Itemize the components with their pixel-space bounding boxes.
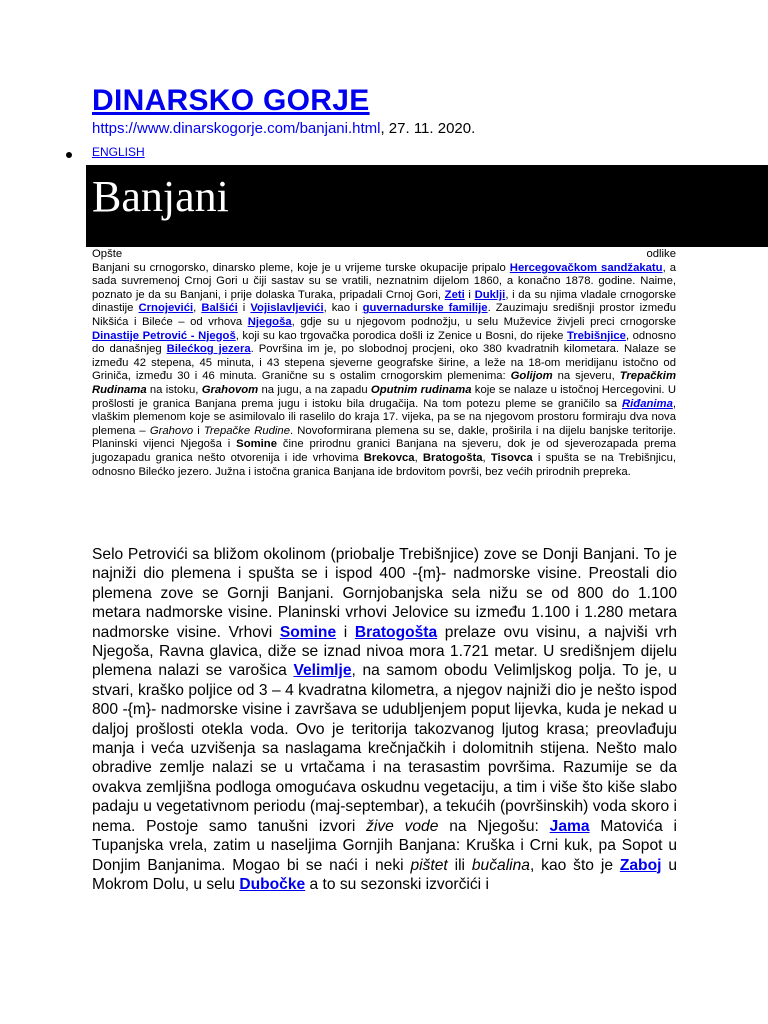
text-segment: prelaze ovu visinu, a najviši vrh Njegoša, Ravna glavica, diže se iznad nivoa mora 1.721 metar. U središnjem dijelu plemena nalazi se varošica	[92, 623, 677, 680]
link-zaboj[interactable]: Zaboj	[619, 856, 662, 874]
bold-bratogosta: Bratogošta	[422, 451, 483, 464]
text-segment: ,	[193, 302, 202, 315]
text-segment: ,	[482, 451, 491, 464]
bold-italic-trepackim-rudinama: Trepačkim Rudinama	[92, 370, 676, 396]
text-segment: i	[193, 424, 204, 437]
text-segment: , kao i	[323, 302, 363, 315]
summary-heading-left: Opšte	[92, 248, 123, 260]
text-segment: , odnosno do današnjeg	[92, 329, 676, 356]
text-segment: i	[237, 302, 251, 315]
link-jama[interactable]: Jama	[549, 817, 590, 835]
text-segment: . Novoformirana plemena su se, dakle, proširila i na dijelu banjske teritorije. Planinski vijenci Njegoša i	[92, 424, 676, 451]
page-title: Banjani	[92, 172, 229, 221]
text-segment: , gdje su u njegovom podnožju, u selu Muževice živjeli preci crnogorske	[291, 315, 676, 328]
text-segment: i spušta se na Trebišnjicu, odnosno Bilećko jezero. Južna i istočna granica Banjana ide brdovitom površi, bez većih prirodnih prepreka.	[92, 451, 676, 478]
source-line	[92, 120, 475, 137]
text-segment: a to su sezonski izvorčići i	[305, 875, 489, 893]
text-segment: Selo Petrovići sa bližom okolinom (priobalje Trebišnjice) zove se Donji Banjani. To je najniži dio plemena i spušta se i ispod 400 -{m}- nadmorske visine. Preostali dio plemena zove se Gornji Banjani. Gornjobanjska sela nižu se od 800 do 1.100 metara nadmorske visine. Planinski vrhovi Jelovice su između 1.100 i 1.280 metara nadmorske visine. Vrhovi	[92, 546, 677, 641]
italic-grahovo: Grahovo	[149, 424, 194, 437]
text-segment: na Njegošu:	[438, 817, 550, 835]
bold-italic-grahovom: Grahovom	[201, 383, 259, 396]
text-segment: , kao što je	[529, 856, 620, 874]
link-njegosa[interactable]: Njegoša	[247, 315, 292, 328]
text-segment: Banjani su crnogorsko, dinarsko pleme, koje je u vrijeme turske okupacije pripalo	[92, 261, 510, 274]
summary-heading	[92, 248, 676, 262]
text-segment: čine prirodnu granici Banjana na sjeveru, dok je od sjeverozapada prema jugozapadu granica nešto otvorenija i ide vrhovima	[92, 438, 676, 464]
link-guvernadurske-familije[interactable]: guvernadurske familije	[362, 302, 488, 315]
text-segment: i	[336, 623, 355, 641]
text-segment: na istoku,	[146, 383, 202, 396]
english-language-link[interactable]: ENGLISH	[92, 145, 145, 159]
link-duklji[interactable]: Duklji	[474, 288, 506, 301]
link-balsici[interactable]: Balšići	[201, 302, 238, 315]
text-segment: , koji su kao trgovačka porodica došli iz Zenice u Bosni, do rijeke	[235, 329, 567, 342]
body-paragraph	[92, 545, 677, 894]
bold-brekovca: Brekovca	[363, 451, 415, 464]
link-hercegovackom-sandzakatu[interactable]: Hercegovačkom sandžakatu	[509, 261, 663, 274]
summary-paragraph	[92, 262, 676, 480]
link-ridanima[interactable]: Riđanima	[622, 397, 673, 410]
text-segment: ,	[414, 451, 423, 464]
text-segment: ili	[447, 856, 472, 874]
text-segment: . Zauzimaju središnji prostor između Nikšića i Bileće – od vrhova	[92, 302, 677, 328]
italic-pistet: pištet	[410, 856, 448, 874]
source-url-link[interactable]: https://www.dinarskogorje.com/banjani.html	[92, 120, 381, 137]
body-section	[92, 545, 677, 894]
link-trebisnjice[interactable]: Trebišnjice	[566, 329, 626, 342]
text-segment: , i da su njima vladale crnogorske dinastije	[92, 288, 676, 315]
link-dubocke[interactable]: Dubočke	[239, 875, 306, 893]
bold-somine: Somine	[236, 438, 277, 451]
text-segment: , a sada suvremenoj Crnoj Gori u čiji sastav su se vratili, neznatnim dijelom 1860, a konačno 1878. godine. Naime, poznato je da su Banjani, i prije dolaska Turaka, pripadali Crnoj Gori,	[92, 261, 677, 301]
link-crnojevici[interactable]: Crnojevići	[138, 302, 194, 315]
title-banner	[86, 165, 768, 247]
summary-heading-right: odlike	[646, 248, 676, 260]
link-bileckog-jezera[interactable]: Bilećkog jezera	[166, 343, 251, 356]
text-segment: i	[464, 288, 475, 301]
text-segment: u Mokrom Dolu, u selu	[92, 856, 677, 893]
bold-italic-oputnim-rudinama: Oputnim rudinama	[370, 383, 472, 396]
source-date: , 27. 11. 2020.	[380, 120, 476, 137]
text-segment: koje se nalaze u istočnoj Hercegovini. U prošlosti je granica Banjana prema jugu i istoku bila drugačija. Na tom potezu pleme se graničilo sa	[92, 383, 677, 410]
bold-tisovca: Tisovca	[490, 451, 533, 464]
italic-trepacke-rudine: Trepačke Rudine	[203, 424, 291, 437]
link-zeti[interactable]: Zeti	[444, 288, 465, 301]
site-title-link[interactable]: DINARSKO GORJE	[92, 84, 370, 117]
italic-bucalina: bučalina	[471, 856, 530, 874]
text-segment: na sjeveru,	[552, 370, 620, 383]
link-vojislavljevici[interactable]: Vojislavljevići	[250, 302, 324, 315]
summary-section	[92, 248, 676, 479]
link-somine[interactable]: Somine	[279, 623, 337, 641]
text-segment: , vlaškim plemenom koje se asimilovalo ili raselilo do kraja 17. vijeka, pa se na njegovom prostoru formiraju dva nova plemena –	[92, 397, 676, 437]
text-segment: , na samom obodu Velimljskog polja. To je, u stvari, kraško poljice od 3 – 4 kvadratna kilometra, a njegov najniži dio je nešto ispod 800 -{m}- nadmorske visine i završava se udubljenjem poput lijevka, kuda je nekad u daljoj prošlosti otekla voda. Ovo je teritorija takozvanog ljutog krasa; preovlađuju manja i veća uzvišenja sa naslagama krečnjačkih i dolomitnih stijena. Nešto malo obradive zemlje nalazi se u vrtačama i na terasastim površima. Razumije se da ovakva zemljišna podloga omogućava oskudnu vegetaciju, a tim i više što kiše slabo padaju u vegetativnom periodu (maj-septembar), a tekućih (površinskih) voda skoro i nema. Postoje samo tanušni izvori	[92, 662, 677, 835]
link-bratogosta[interactable]: Bratogošta	[354, 623, 438, 641]
list-bullet	[66, 152, 72, 158]
link-velimlje[interactable]: Velimlje	[293, 662, 352, 680]
text-segment: . Površina im je, po slobodnoj procjeni, oko 380 kvadratnih kilometara. Nalaze se između 42 stepena, 45 minuta, i 43 stepena sjeverne geografske širine, a leže na 18-om meridijanu istočno od Griniča, između 30 i 46 minuta. Granične su s ostalim crnogorskim plemenima:	[92, 343, 677, 383]
italic-zive-vode: žive vode	[366, 817, 439, 835]
link-dinastije-petrovic-njegos[interactable]: Dinastije Petrović - Njegoš	[92, 329, 236, 342]
bold-italic-golijom: Golijom	[510, 370, 553, 383]
text-segment: na jugu, a na zapadu	[258, 383, 371, 396]
text-segment: Matovića i Tupanjska vrela, zatim u naseljima Gornjih Banjana: Kruška i Crni kuk, pa Sopot u Donjim Banjanima. Mogao bi se naći i neki	[92, 817, 677, 874]
